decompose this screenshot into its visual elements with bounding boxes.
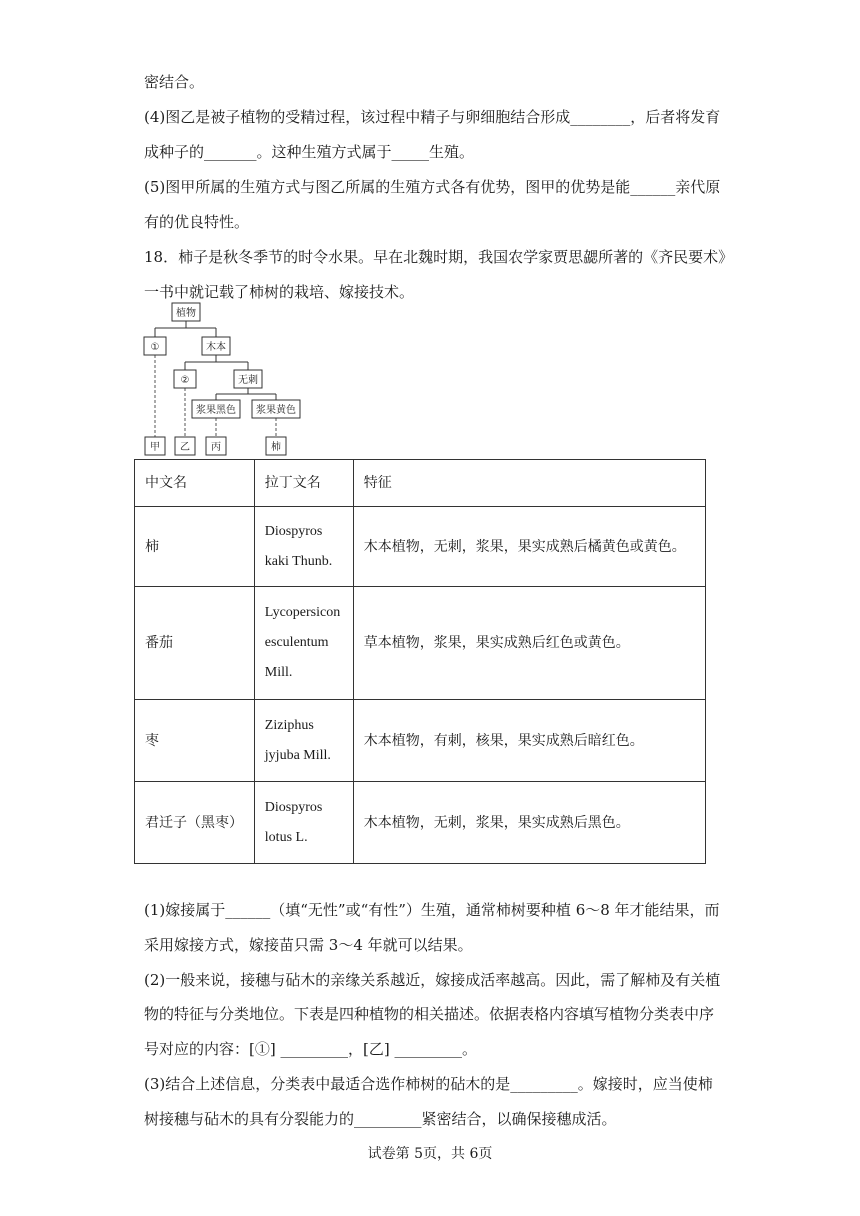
sub-question-2-line-3: 号对应的内容：[①] _________，[乙] _________。 xyxy=(144,1040,477,1058)
latin-line: Lycopersicon xyxy=(264,605,341,620)
row-cn-name: 枣 xyxy=(135,700,255,782)
row-feature: 草本植物，浆果，果实成熟后红色或黄色。 xyxy=(353,587,705,700)
question-4-line-2: 成种子的_______。这种生殖方式属于_____生殖。 xyxy=(144,143,475,161)
row-feature: 木本植物，有刺，核果，果实成熟后暗红色。 xyxy=(353,700,705,782)
table-header-row xyxy=(135,460,706,507)
row-latin-name xyxy=(254,507,353,587)
latin-line: Mill. xyxy=(264,665,293,680)
question-18-line-2: 一书中就记载了柿树的栽培、嫁接技术。 xyxy=(144,283,415,301)
sub-question-2-line-1: (2)一般来说，接穗与砧木的亲缘关系越近，嫁接成活率越高。因此，需了解柿及有关植 xyxy=(144,971,721,989)
tree-leaf-jia: 甲 xyxy=(150,442,160,453)
tree-leaf-yi: 乙 xyxy=(180,442,190,453)
row-cn-name: 君迁子（黑枣） xyxy=(135,782,255,864)
question-5-line-2: 有的优良特性。 xyxy=(144,213,250,231)
tree-yellow-berry-label: 浆果黄色 xyxy=(256,405,296,416)
tree-woody-label: 木本 xyxy=(206,342,226,353)
row-latin-name xyxy=(254,782,353,864)
latin-line: Diospyros xyxy=(264,523,323,539)
table-row xyxy=(135,700,706,782)
row-feature: 木本植物，无刺，浆果，果实成熟后橘黄色或黄色。 xyxy=(353,507,705,587)
sub-question-2-line-2: 物的特征与分类地位。下表是四种植物的相关描述。依据表格内容填写植物分类表中序 xyxy=(144,1005,715,1023)
row-cn-name: 番茄 xyxy=(135,587,255,700)
question-18-line-1: 18．柿子是秋冬季节的时令水果。早在北魏时期，我国农学家贾思勰所著的《齐民要术》 xyxy=(144,248,734,266)
tree-root-label: 植物 xyxy=(176,308,196,319)
row-latin-name xyxy=(254,587,353,700)
table-row xyxy=(135,507,706,587)
tree-leaf-bing: 丙 xyxy=(211,442,221,453)
tree-blank-2-label: ② xyxy=(180,375,190,386)
classification-tree xyxy=(136,298,316,458)
header-chinese-name: 中文名 xyxy=(135,460,255,507)
text-line: 密结合。 xyxy=(144,73,205,91)
question-4-line-1: (4)图乙是被子植物的受精过程，该过程中精子与卵细胞结合形成________，后者将发育 xyxy=(144,108,721,126)
tree-leaf-shi: 柿 xyxy=(271,442,281,453)
latin-line: kaki Thunb. xyxy=(264,553,333,569)
sub-question-3-line-1: (3)结合上述信息，分类表中最适合选作柿树的砧木的是_________。嫁接时，应当使柿 xyxy=(144,1075,713,1093)
tree-black-berry-label: 浆果黑色 xyxy=(196,405,236,416)
row-feature: 木本植物，无刺，浆果，果实成熟后黑色。 xyxy=(353,782,705,864)
tree-thornless-label: 无刺 xyxy=(238,375,258,386)
plant-info-table xyxy=(134,459,706,864)
row-latin-name xyxy=(254,700,353,782)
question-5-line-1: (5)图甲所属的生殖方式与图乙所属的生殖方式各有优势，图甲的优势是能______亲代原 xyxy=(144,178,721,196)
latin-line: lotus L. xyxy=(264,829,308,845)
latin-line: Diospyros xyxy=(264,799,323,815)
sub-question-1-line-2: 采用嫁接方式，嫁接苗只需 3～4 年就可以结果。 xyxy=(144,936,473,954)
latin-line: jyjuba Mill. xyxy=(264,747,331,763)
sub-question-1-line-1: (1)嫁接属于______（填“无性”或“有性”）生殖，通常柿树要种植 6～8 年才能结果，而 xyxy=(144,901,720,919)
page-footer: 试卷第 5页，共 6页 xyxy=(367,1146,493,1162)
latin-line: esculentum xyxy=(264,635,329,650)
row-cn-name: 柿 xyxy=(135,507,255,587)
table-row xyxy=(135,587,706,700)
header-feature: 特征 xyxy=(353,460,705,507)
latin-line: Ziziphus xyxy=(264,717,314,733)
tree-blank-1-label: ① xyxy=(150,342,160,353)
header-latin-name: 拉丁文名 xyxy=(254,460,353,507)
table-row xyxy=(135,782,706,864)
sub-question-3-line-2: 树接穗与砧木的具有分裂能力的_________紧密结合，以确保接穗成活。 xyxy=(144,1110,617,1128)
